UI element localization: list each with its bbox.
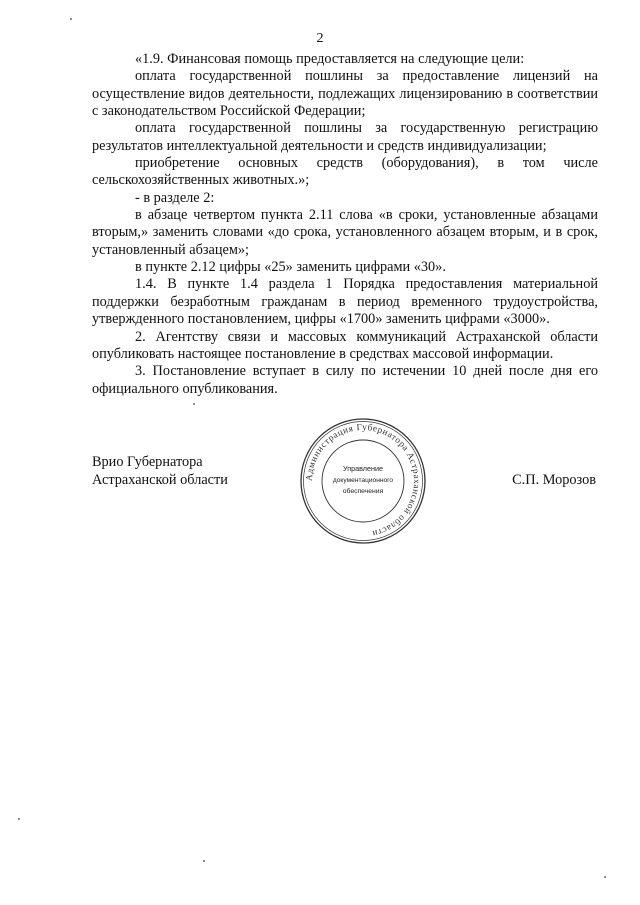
signatory-position-line: Астраханской области (92, 472, 228, 488)
signature-block (92, 421, 600, 567)
scan-speck (18, 818, 20, 820)
paragraph: 1.4. В пункте 1.4 раздела 1 Порядка предоставления материальной поддержки безработным гражданам в период временного трудоустройства, утвержденного постановлением, цифры «1700» заменить цифрами «3000». (92, 276, 598, 328)
stamp-center-line: обеспечения (342, 488, 384, 495)
page-number: 2 (316, 31, 324, 46)
paragraph: оплата государственной пошлины за государственную регистрацию результатов интеллектуальной деятельности и средств индивидуализации; (92, 120, 598, 154)
official-stamp (298, 416, 428, 546)
paragraph: - в разделе 2: (135, 189, 215, 206)
signatory-position (92, 453, 228, 489)
signatory-position-line: Врио Губернатора (92, 454, 203, 470)
scan-speck (203, 860, 205, 862)
scan-speck (193, 403, 195, 405)
scan-speck (604, 876, 606, 878)
paragraph: в абзаце четвертом пункта 2.11 слова «в сроки, установленные абзацами вторым,» заменить словами «до срока, установленного абзацем вторым, и в срок, установленный абзацем»; (92, 207, 598, 258)
paragraph: 3. Постановление вступает в силу по истечении 10 дней после дня его официального опубликования. (92, 363, 598, 397)
stamp-center-line: документационного (332, 477, 394, 484)
stamp-center-line: Управление (343, 464, 383, 473)
paragraph: в пункте 2.12 цифры «25» заменить цифрами «30». (135, 259, 446, 276)
paragraph: «1.9. Финансовая помощь предоставляется на следующие цели: (135, 51, 525, 67)
paragraph: приобретение основных средств (оборудования), в том числе сельскохозяйственных животных.»; (92, 155, 598, 189)
scan-speck (70, 18, 72, 20)
paragraph: 2. Агентству связи и массовых коммуникаций Астраханской области опубликовать настоящее постановление в средствах массовой информации. (92, 328, 598, 362)
document-body (92, 51, 598, 398)
signatory-name: С.П. Морозов (512, 472, 596, 488)
paragraph: оплата государственной пошлины за предоставление лицензий на осуществление видов деятельности, подлежащих лицензированию в соответствии с законодательством Российской Федерации; (92, 68, 598, 120)
stamp-ring-text: Администрация Губернатора Астраханской области (303, 421, 423, 540)
